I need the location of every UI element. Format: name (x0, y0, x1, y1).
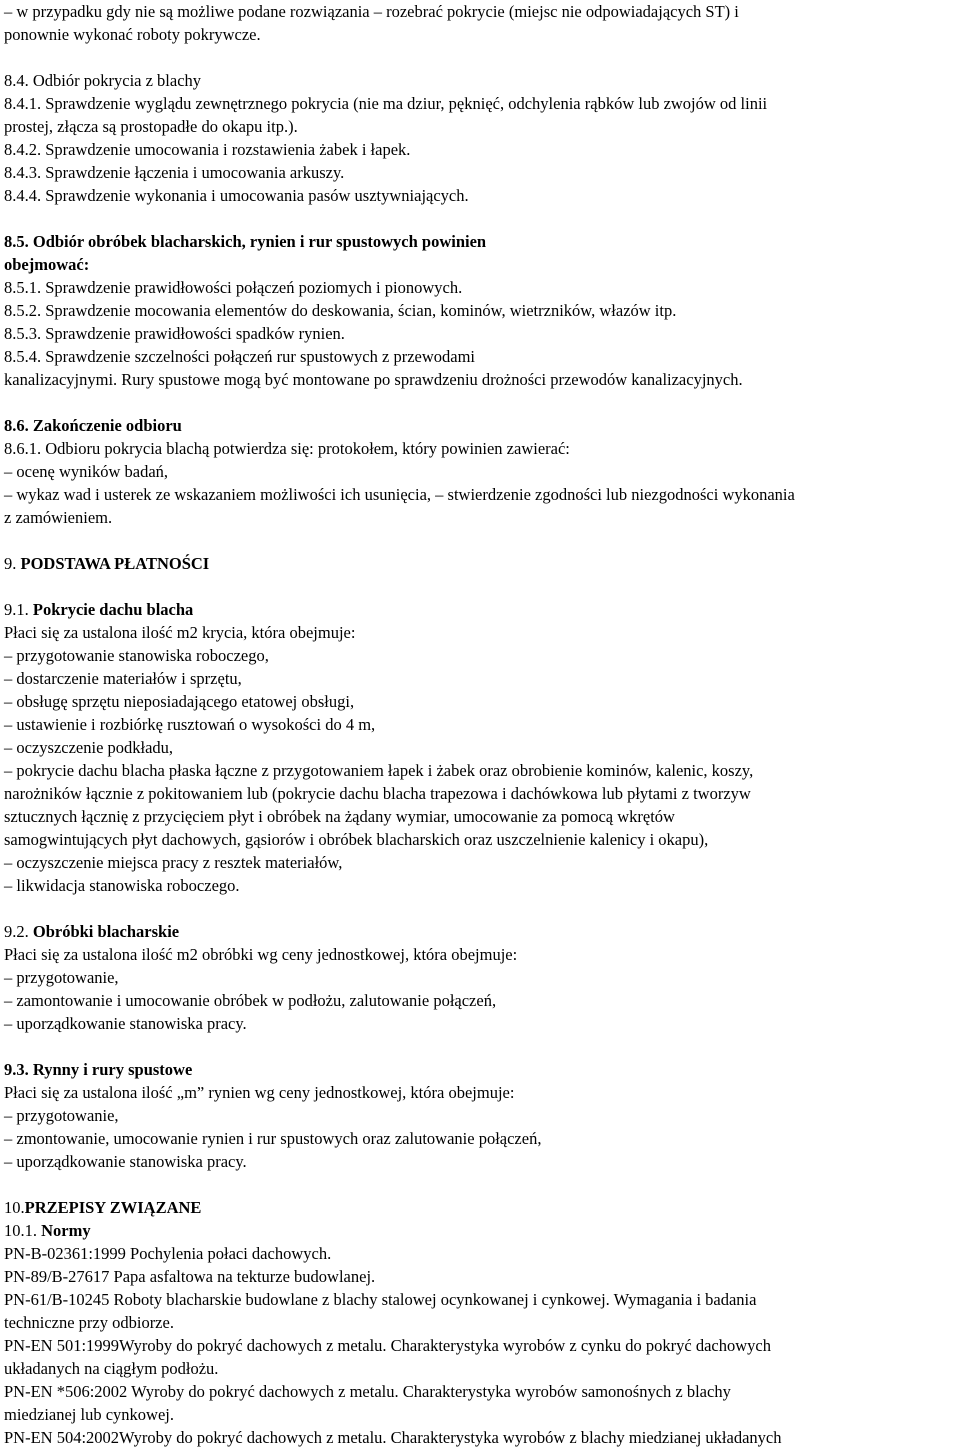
body-text: – zamontowanie i umocowanie obróbek w podłożu, zalutowanie połączeń, (4, 991, 497, 1010)
bold-text: Obróbki blacharskie (32, 922, 180, 941)
text-line (4, 1219, 960, 1242)
bold-text: Normy (41, 1221, 91, 1240)
text-line (4, 989, 960, 1012)
body-text: 8.5.3. Sprawdzenie prawidłowości spadków rynien. (4, 324, 345, 343)
paragraph-gap (4, 46, 960, 69)
body-text: PN-61/B-10245 Roboty blacharskie budowlane z blachy stalowej ocynkowanej i cynkowej. Wymagania i badania (4, 1290, 757, 1309)
text-line (4, 1380, 960, 1403)
bold-text: obejmować: (4, 255, 90, 274)
text-line (4, 1127, 960, 1150)
text-line (4, 230, 960, 253)
body-text: Płaci się za ustalona ilość m2 obróbki wg ceny jednostkowej, która obejmuje: (4, 945, 518, 964)
text-line (4, 782, 960, 805)
body-text: 10. (4, 1198, 25, 1217)
body-text: układanych na ciągłym podłożu. (4, 1359, 219, 1378)
text-line (4, 621, 960, 644)
text-line (4, 1242, 960, 1265)
body-text: – zmontowanie, umocowanie rynien i rur spustowych oraz zalutowanie połączeń, (4, 1129, 542, 1148)
text-line (4, 345, 960, 368)
body-text: samogwintujących płyt dachowych, gąsiorów i obróbek blacharskich oraz uszczelnienie kalenicy i okapu), (4, 830, 709, 849)
text-line (4, 1311, 960, 1334)
body-text: 8.6.1. Odbioru pokrycia blachą potwierdza się: protokołem, który powinien zawierać: (4, 439, 570, 458)
body-text: Płaci się za ustalona ilość m2 krycia, która obejmuje: (4, 623, 356, 642)
text-line (4, 0, 960, 23)
body-text: 9. (4, 554, 21, 573)
body-text: 9.1. (4, 600, 33, 619)
body-text: 8.5.2. Sprawdzenie mocowania elementów do deskowania, ścian, kominów, wietrzników, włazów itp. (4, 301, 677, 320)
paragraph-gap (4, 1035, 960, 1058)
text-line (4, 23, 960, 46)
text-line (4, 414, 960, 437)
body-text: 10.1. (4, 1221, 42, 1240)
text-line (4, 1150, 960, 1173)
body-text: 8.5.4. Sprawdzenie szczelności połączeń rur spustowych z przewodami (4, 347, 475, 366)
body-text: PN-89/B-27617 Papa asfaltowa na tekturze budowlanej. (4, 1267, 376, 1286)
bold-text: 9.3. Rynny i rury spustowe (4, 1060, 193, 1079)
body-text: – uporządkowanie stanowiska pracy. (4, 1014, 247, 1033)
text-line (4, 1357, 960, 1380)
text-line (4, 828, 960, 851)
body-text: narożników łącznie z pokitowaniem lub (pokrycie dachu blacha trapezowa i dachówkowa lub płytami z tworzyw (4, 784, 751, 803)
body-text: – przygotowanie, (4, 1106, 119, 1125)
text-line (4, 1104, 960, 1127)
text-line (4, 115, 960, 138)
text-line (4, 299, 960, 322)
text-line (4, 1058, 960, 1081)
text-line (4, 184, 960, 207)
body-text: prostej, złącza są prostopadłe do okapu itp.). (4, 117, 298, 136)
text-line (4, 759, 960, 782)
paragraph-gap (4, 1173, 960, 1196)
body-text: 8.4. Odbiór pokrycia z blachy (4, 71, 202, 90)
body-text: PN-EN 501:1999Wyroby do pokryć dachowych z metalu. Charakterystyka wyrobów z cynku do pokryć dachowych (4, 1336, 771, 1355)
body-text: PN-EN *506:2002 Wyroby do pokryć dachowych z metalu. Charakterystyka wyrobów samonośnych z blachy (4, 1382, 731, 1401)
text-line (4, 437, 960, 460)
text-line (4, 368, 960, 391)
body-text: PN-B-02361:1999 Pochylenia połaci dachowych. (4, 1244, 332, 1263)
text-line (4, 1081, 960, 1104)
body-text: miedzianej lub cynkowej. (4, 1405, 174, 1424)
text-line (4, 506, 960, 529)
text-line (4, 644, 960, 667)
text-line (4, 138, 960, 161)
body-text: ponownie wykonać roboty pokrywcze. (4, 25, 261, 44)
text-line (4, 713, 960, 736)
body-text: sztucznych łącznię z przycięciem płyt i obróbek na żądany wymiar, umocowanie za pomocą wkrętów (4, 807, 675, 826)
text-line (4, 1426, 960, 1449)
body-text: – pokrycie dachu blacha płaska łączne z przygotowaniem łapek i żabek oraz obrobienie kominów, kalenic, koszy, (4, 761, 754, 780)
text-line (4, 851, 960, 874)
text-line (4, 598, 960, 621)
text-line (4, 1265, 960, 1288)
body-text: Płaci się za ustalona ilość „m” rynien wg ceny jednostkowej, która obejmuje: (4, 1083, 515, 1102)
bold-text: 8.6. Zakończenie odbioru (4, 416, 182, 435)
body-text: kanalizacyjnymi. Rury spustowe mogą być montowane po sprawdzeniu drożności przewodów kanalizacyjnych. (4, 370, 743, 389)
bold-text: Pokrycie dachu blacha (32, 600, 194, 619)
body-text: – obsługę sprzętu nieposiadającego etatowej obsługi, (4, 692, 355, 711)
body-text: 9.2. (4, 922, 33, 941)
paragraph-gap (4, 391, 960, 414)
text-line (4, 483, 960, 506)
bold-text: 8.5. Odbiór obróbek blacharskich, rynien i rur spustowych powinien (4, 232, 487, 251)
text-line (4, 667, 960, 690)
body-text: – przygotowanie, (4, 968, 119, 987)
body-text: – dostarczenie materiałów i sprzętu, (4, 669, 242, 688)
body-text: PN-EN 504:2002Wyroby do pokryć dachowych z metalu. Charakterystyka wyrobów z blachy miedzianej układanych (4, 1428, 782, 1447)
paragraph-gap (4, 529, 960, 552)
body-text: 8.4.4. Sprawdzenie wykonania i umocowania pasów usztywniających. (4, 186, 469, 205)
text-line (4, 805, 960, 828)
text-line (4, 690, 960, 713)
body-text: – ustawienie i rozbiórkę rusztowań o wysokości do 4 m, (4, 715, 376, 734)
text-line (4, 1012, 960, 1035)
bold-text: PRZEPISY ZWIĄZANE (24, 1198, 202, 1217)
text-line (4, 1196, 960, 1219)
body-text: – oczyszczenie miejsca pracy z resztek materiałów, (4, 853, 343, 872)
body-text: 8.4.1. Sprawdzenie wyglądu zewnętrznego pokrycia (nie ma dziur, pęknięć, odchylenia rąbków lub zwojów od linii (4, 94, 768, 113)
text-line (4, 1334, 960, 1357)
body-text: z zamówieniem. (4, 508, 113, 527)
text-line (4, 736, 960, 759)
body-text: – likwidacja stanowiska roboczego. (4, 876, 240, 895)
text-line (4, 943, 960, 966)
text-line (4, 1403, 960, 1426)
body-text: 8.4.3. Sprawdzenie łączenia i umocowania arkuszy. (4, 163, 345, 182)
text-line (4, 1288, 960, 1311)
text-line (4, 874, 960, 897)
body-text: – uporządkowanie stanowiska pracy. (4, 1152, 247, 1171)
text-line (4, 253, 960, 276)
text-line (4, 92, 960, 115)
body-text: techniczne przy odbiorze. (4, 1313, 174, 1332)
body-text: – wykaz wad i usterek ze wskazaniem możliwości ich usunięcia, – stwierdzenie zgodności lub niezgodności wykonania (4, 485, 795, 504)
body-text: – ocenę wyników badań, (4, 462, 169, 481)
body-text: – oczyszczenie podkładu, (4, 738, 174, 757)
body-text: 8.5.1. Sprawdzenie prawidłowości połączeń poziomych i pionowych. (4, 278, 463, 297)
text-line (4, 161, 960, 184)
paragraph-gap (4, 207, 960, 230)
text-line (4, 322, 960, 345)
text-line (4, 966, 960, 989)
body-text: – przygotowanie stanowiska roboczego, (4, 646, 269, 665)
paragraph-gap (4, 897, 960, 920)
body-text: – w przypadku gdy nie są możliwe podane rozwiązania – rozebrać pokrycie (miejsc nie odpowiadających ST) i (4, 2, 739, 21)
body-text: 8.4.2. Sprawdzenie umocowania i rozstawienia żabek i łapek. (4, 140, 411, 159)
paragraph-gap (4, 575, 960, 598)
text-line (4, 69, 960, 92)
text-line (4, 460, 960, 483)
text-line (4, 276, 960, 299)
text-line (4, 920, 960, 943)
text-line (4, 552, 960, 575)
bold-text: PODSTAWA PŁATNOŚCI (20, 554, 210, 573)
